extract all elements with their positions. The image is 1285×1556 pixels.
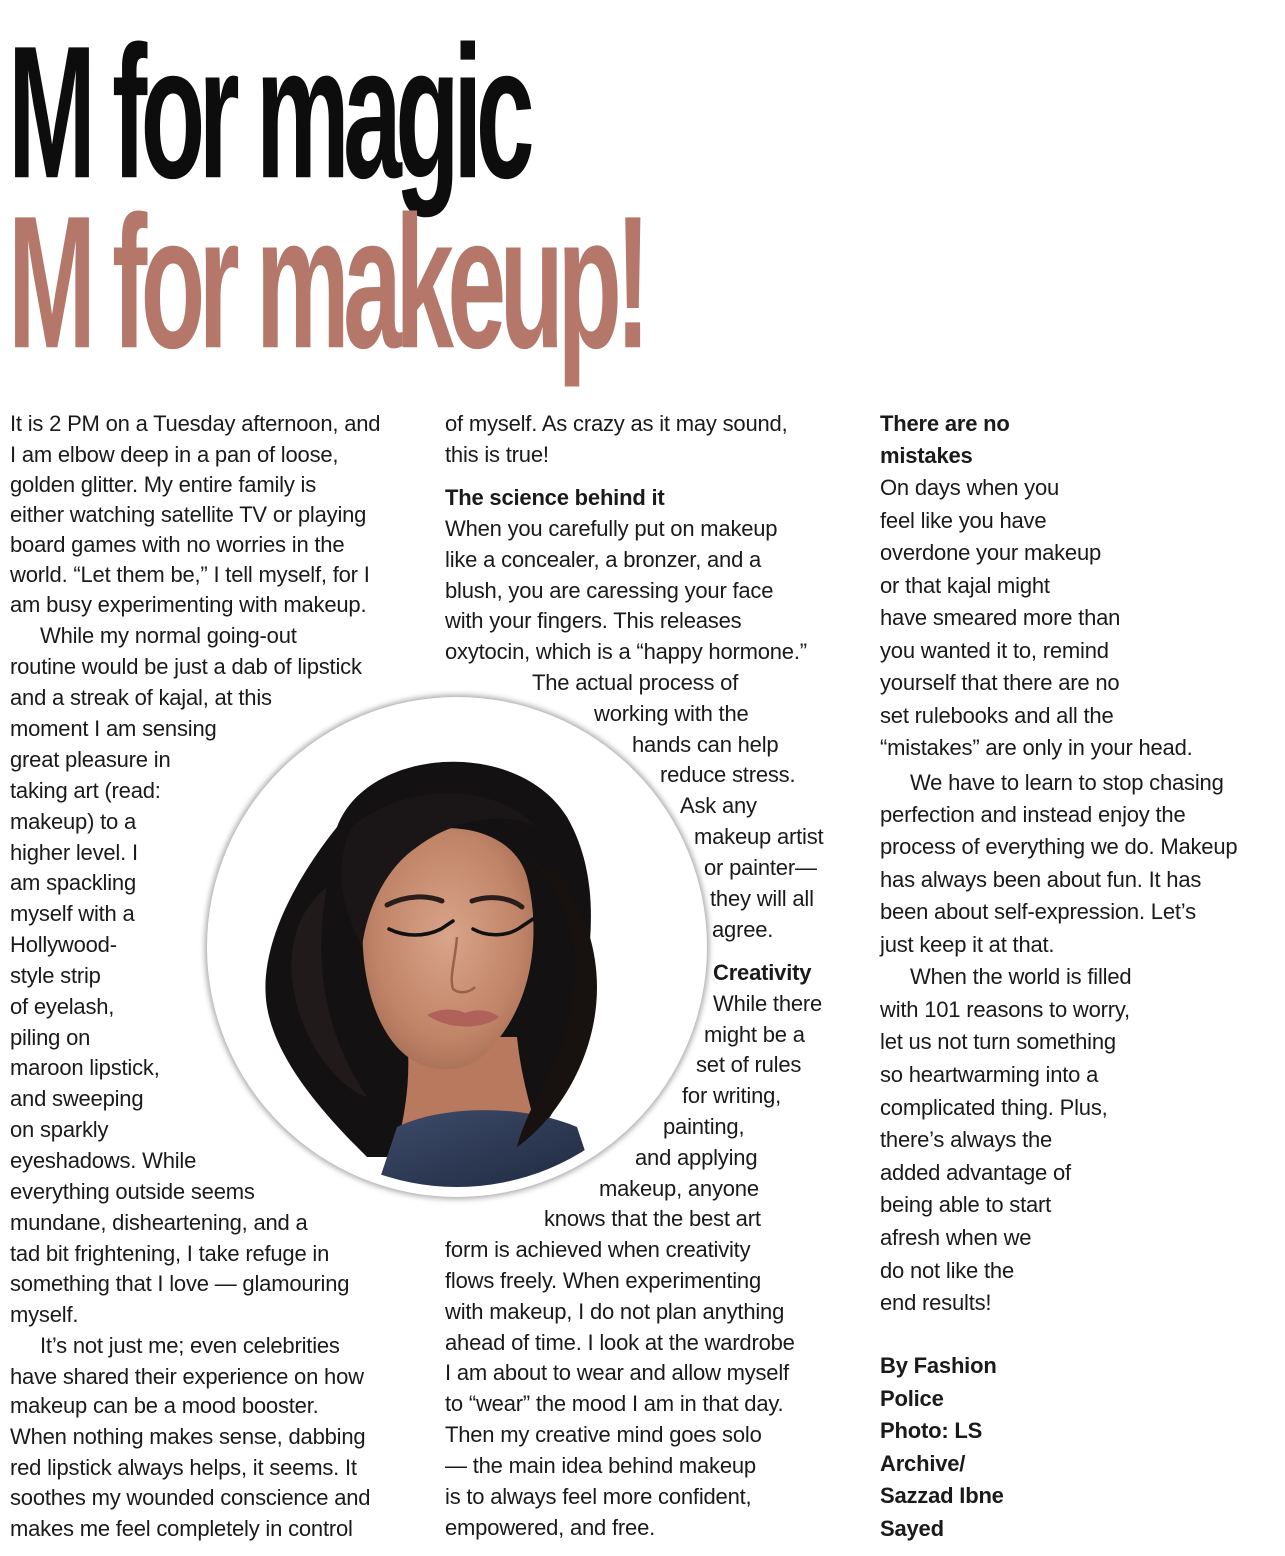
column-2-line: hands can help: [632, 732, 779, 757]
column-3-line: has always been about fun. It has: [880, 867, 1202, 892]
column-3-line: “mistakes” are only in your head.: [880, 735, 1193, 760]
column-3-line: let us not turn something: [880, 1029, 1116, 1054]
credit-line: Police: [880, 1386, 944, 1411]
column-1-line: When nothing makes sense, dabbing: [10, 1424, 366, 1449]
column-2-line: of myself. As crazy as it may sound,: [445, 411, 788, 436]
column-3-line: or that kajal might: [880, 573, 1050, 598]
subheading-mistakes: There are no: [880, 411, 1010, 436]
credit-line: Sazzad Ibne: [880, 1483, 1004, 1508]
column-3-line: being able to start: [880, 1192, 1052, 1217]
column-3-line: afresh when we: [880, 1225, 1032, 1250]
column-3-line: end results!: [880, 1290, 992, 1315]
column-2-line: reduce stress.: [660, 762, 796, 787]
column-3-line: have smeared more than: [880, 605, 1121, 630]
column-2-line: makeup, anyone: [599, 1176, 759, 1201]
column-2-line: Then my creative mind goes solo: [445, 1422, 762, 1447]
column-1-line: While my normal going-out: [40, 623, 297, 648]
column-1-line: board games with no worries in the: [10, 532, 345, 557]
column-1-line: soothes my wounded conscience and: [10, 1485, 371, 1510]
column-2-line: to “wear” the mood I am in that day.: [445, 1391, 784, 1416]
column-2-line: with your fingers. This releases: [445, 608, 742, 633]
column-2-line: knows that the best art: [544, 1206, 761, 1231]
subheading-mistakes: mistakes: [880, 443, 973, 468]
credit-line: Photo: LS: [880, 1418, 983, 1443]
column-3-line: perfection and instead enjoy the: [880, 802, 1186, 827]
column-3-line: overdone your makeup: [880, 540, 1102, 565]
column-1-line: and a streak of kajal, at this: [10, 685, 272, 710]
column-1-line: taking art (read:: [10, 778, 161, 803]
column-1-line: piling on: [10, 1025, 91, 1050]
column-3-line: just keep it at that.: [880, 932, 1055, 957]
column-1-line: I am elbow deep in a pan of loose,: [10, 442, 339, 467]
column-2-line: I am about to wear and allow myself: [445, 1360, 789, 1385]
column-1-line: on sparkly: [10, 1117, 109, 1142]
column-1-line: makeup can be a mood booster.: [10, 1393, 319, 1418]
column-1-line: golden glitter. My entire family is: [10, 472, 317, 497]
column-2-line: might be a: [704, 1022, 805, 1047]
column-3-line: been about self-expression. Let’s: [880, 899, 1196, 924]
column-1-line: myself with a: [10, 901, 135, 926]
column-3-line: added advantage of: [880, 1160, 1071, 1185]
column-1-line: routine would be just a dab of lipstick: [10, 654, 362, 679]
credit-line: By Fashion: [880, 1353, 997, 1378]
column-1-line: am spackling: [10, 870, 136, 895]
column-1-line: everything outside seems: [10, 1179, 255, 1204]
column-3-line: On days when you: [880, 475, 1060, 500]
column-1-line: myself.: [10, 1302, 79, 1327]
credit-line: Sayed: [880, 1516, 944, 1541]
column-3-line: there’s always the: [880, 1127, 1053, 1152]
column-2-line: When you carefully put on makeup: [445, 516, 778, 541]
column-3-line: We have to learn to stop chasing: [910, 770, 1224, 795]
column-1-line: maroon lipstick,: [10, 1055, 160, 1080]
column-2-line: with makeup, I do not plan anything: [445, 1299, 785, 1324]
column-3-line: you wanted it to, remind: [880, 638, 1109, 663]
column-3-line: process of everything we do. Makeup: [880, 834, 1238, 859]
column-3-line: with 101 reasons to worry,: [880, 997, 1130, 1022]
column-1-line: world. “Let them be,” I tell myself, for I: [10, 562, 370, 587]
column-3-line: so heartwarming into a: [880, 1062, 1099, 1087]
column-1-line: It’s not just me; even celebrities: [40, 1333, 340, 1358]
column-3-line: yourself that there are no: [880, 670, 1120, 695]
column-2-line: they will all: [710, 886, 814, 911]
column-1-line: mundane, disheartening, and a: [10, 1210, 308, 1235]
column-2-line: set of rules: [696, 1052, 802, 1077]
column-1-line: and sweeping: [10, 1086, 144, 1111]
column-2-line: flows freely. When experimenting: [445, 1268, 761, 1293]
column-2-line: for writing,: [682, 1083, 782, 1108]
column-1-line: tad bit frightening, I take refuge in: [10, 1241, 330, 1266]
column-1-line: either watching satellite TV or playing: [10, 502, 367, 527]
column-2-line: empowered, and free.: [445, 1515, 656, 1540]
column-1-line: have shared their experience on how: [10, 1364, 364, 1389]
column-1-line: red lipstick always helps, it seems. It: [10, 1455, 357, 1480]
column-2-line: working with the: [594, 701, 749, 726]
column-1-line: Hollywood-: [10, 932, 117, 957]
column-2-line: Ask any: [680, 793, 757, 818]
column-1-line: It is 2 PM on a Tuesday afternoon, and: [10, 411, 381, 436]
column-2-line: like a concealer, a bronzer, and a: [445, 547, 762, 572]
column-2-line: blush, you are caressing your face: [445, 578, 774, 603]
column-3-line: set rulebooks and all the: [880, 703, 1114, 728]
subheading-creativity: Creativity: [713, 960, 812, 985]
headline-line-1: M for magic: [8, 6, 529, 218]
column-2-line: and applying: [635, 1145, 758, 1170]
column-2-line: While there: [713, 991, 823, 1016]
column-2-line: agree.: [712, 917, 774, 942]
column-1-line: am busy experimenting with makeup.: [10, 592, 367, 617]
column-1-line: great pleasure in: [10, 747, 171, 772]
column-3-line: do not like the: [880, 1258, 1014, 1283]
column-2-line: makeup artist: [694, 824, 824, 849]
column-2-line: The actual process of: [532, 670, 739, 695]
subheading-science: The science behind it: [445, 485, 665, 510]
credit-line: Archive/: [880, 1451, 966, 1476]
headline-line-2: M for makeup!: [8, 176, 644, 388]
column-2-line: painting,: [663, 1114, 745, 1139]
column-2-line: is to always feel more confident,: [445, 1484, 752, 1509]
column-1-line: of eyelash,: [10, 994, 115, 1019]
column-1-line: eyeshadows. While: [10, 1148, 197, 1173]
portrait-photo: [217, 707, 697, 1187]
column-1-line: style strip: [10, 963, 101, 988]
column-2-line: ahead of time. I look at the wardrobe: [445, 1330, 795, 1355]
column-1-line: makeup) to a: [10, 809, 137, 834]
column-1-line: moment I am sensing: [10, 716, 217, 741]
portrait-illustration: [217, 707, 697, 1187]
column-2-line: oxytocin, which is a “happy hormone.”: [445, 639, 807, 664]
column-2-line: this is true!: [445, 442, 549, 467]
column-1-line: makes me feel completely in control: [10, 1516, 353, 1541]
column-1-line: higher level. I: [10, 840, 138, 865]
column-3-line: feel like you have: [880, 508, 1047, 533]
column-1-line: something that I love — glamouring: [10, 1271, 350, 1296]
column-2-line: or painter—: [704, 855, 817, 880]
column-3-line: complicated thing. Plus,: [880, 1095, 1108, 1120]
column-2-line: form is achieved when creativity: [445, 1237, 751, 1262]
column-3-line: When the world is filled: [910, 964, 1132, 989]
column-2-line: — the main idea behind makeup: [445, 1453, 756, 1478]
